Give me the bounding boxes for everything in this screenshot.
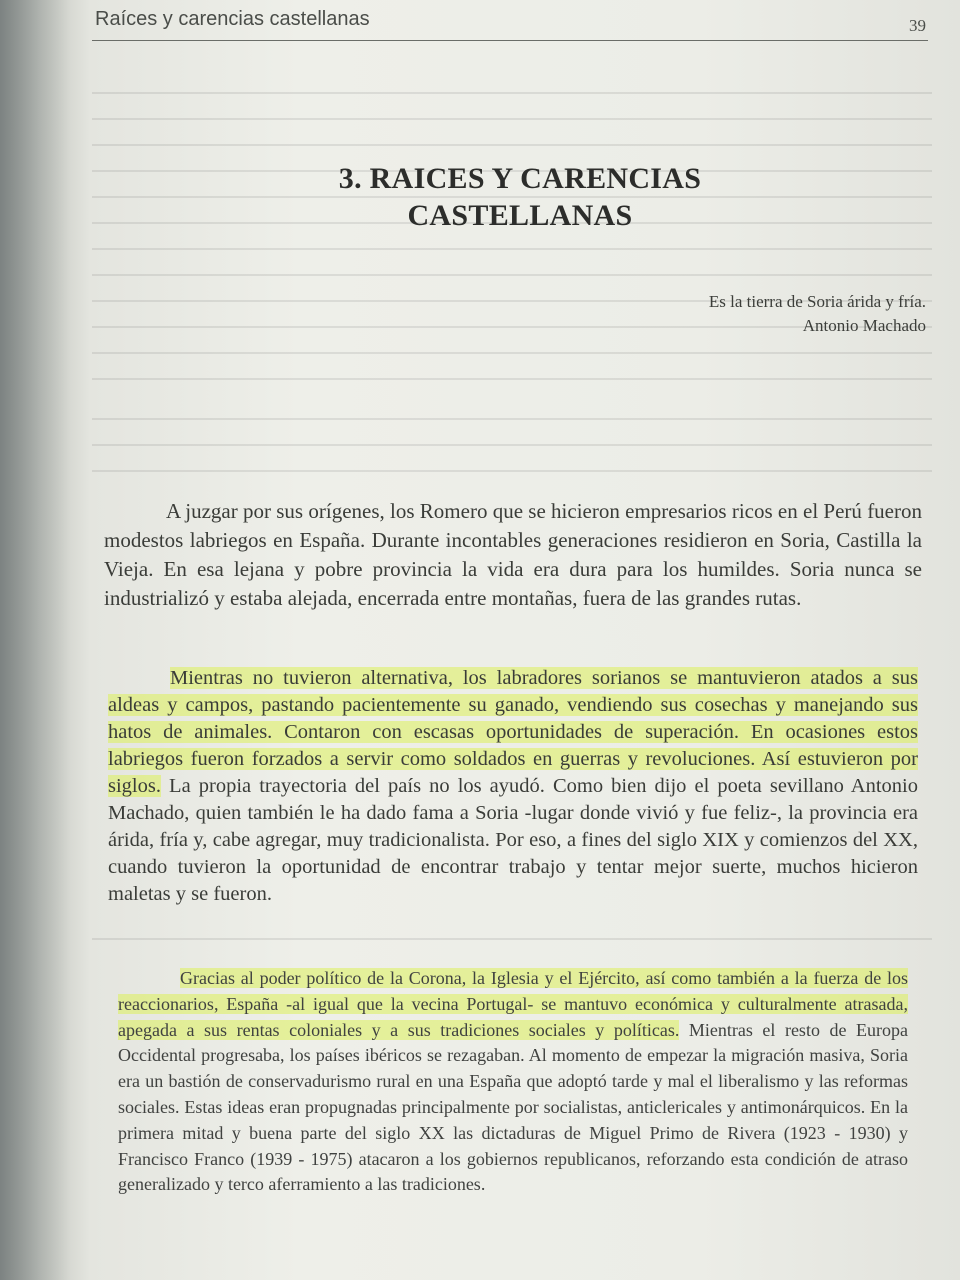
highlighted-passage: Mientras no tuvieron alternativa, los labradores sorianos se mantuvieron atados a sus aldeas y campos, pastando pacientemente su ganado, vendiendo sus cosechas y manejando sus hatos de animales. Contaron con escasas oportunidades de superación. En ocasiones estos labriegos fueron forzados a servir como soldados en guerras y revoluciones. Así estuvieron por siglos. (108, 667, 918, 797)
paragraph-3 (118, 966, 908, 1198)
highlighted-passage: Gracias al poder político de la Corona, la Iglesia y el Ejército, así como también a la fuerza de los reaccionarios, España -al igual que la vecina Portugal- se mantuvo económica y culturalmente atrasada, apegada a sus rentas coloniales y a sus tradiciones sociales y políticas. (118, 968, 908, 1040)
page-number: 39 (909, 16, 926, 35)
paragraph-1: A juzgar por sus orígenes, los Romero que se hicieron empresarios ricos en el Perú fueron modestos labriegos en España. Durante incontables generaciones residieron en Soria, Castilla la Vieja. En esa lejana y pobre provincia la vida era dura para los humildes. Soria nunca se industrializó y estaba alejada, encerrada entre montañas, fuera de las grandes rutas. (104, 499, 922, 610)
gutter-shadow (0, 0, 70, 1280)
paragraph-text: Mientras el resto de Europa Occidental progresaba, los países ibéricos se rezagaban. Al momento de empezar la migración masiva, Soria era un bastión de conservadurismo rural en una España que adoptó tarde y mal el liberalismo y las reformas sociales. Estas ideas eran propugnadas principalmente por socialistas, anticlericales y antimonárquicos. En la primera mitad y buena parte del siglo XX las dictaduras de Miguel Primo de Rivera (1923 - 1930) y Francisco Franco (1939 - 1975) atacaron a los gobiernos republicanos, reforzando esta condición de atraso generalizado y terco aferramiento a las tradiciones. (118, 1019, 908, 1195)
chapter-title (100, 160, 940, 234)
running-head: Raíces y carencias castellanas (95, 8, 370, 30)
chapter-title-line-2: CASTELLANAS (407, 199, 633, 232)
show-through-text (92, 418, 932, 488)
chapter-title-line-1: 3. RAICES Y CARENCIAS (338, 162, 702, 195)
paragraph-2 (108, 665, 918, 908)
paragraph-text: La propia trayectoria del país no los ayudó. Como bien dijo el poeta sevillano Antonio Machado, quien también le ha dado fama a Soria -lugar donde vivió y fue feliz-, la provincia era árida, fría y, cabe agregar, muy tradicionalista. Por eso, a fines del siglo XIX y comienzos del XX, cuando tuvieron la oportunidad de encontrar trabajo y tentar mejor suerte, muchos hicieron maletas y se fueron. (108, 775, 918, 905)
epigraph-author: Antonio Machado (802, 316, 926, 335)
header-rule (92, 40, 928, 41)
epigraph (709, 290, 926, 338)
show-through-text (92, 938, 932, 964)
show-through-text (92, 92, 932, 392)
epigraph-quote: Es la tierra de Soria árida y fría. (708, 292, 926, 311)
